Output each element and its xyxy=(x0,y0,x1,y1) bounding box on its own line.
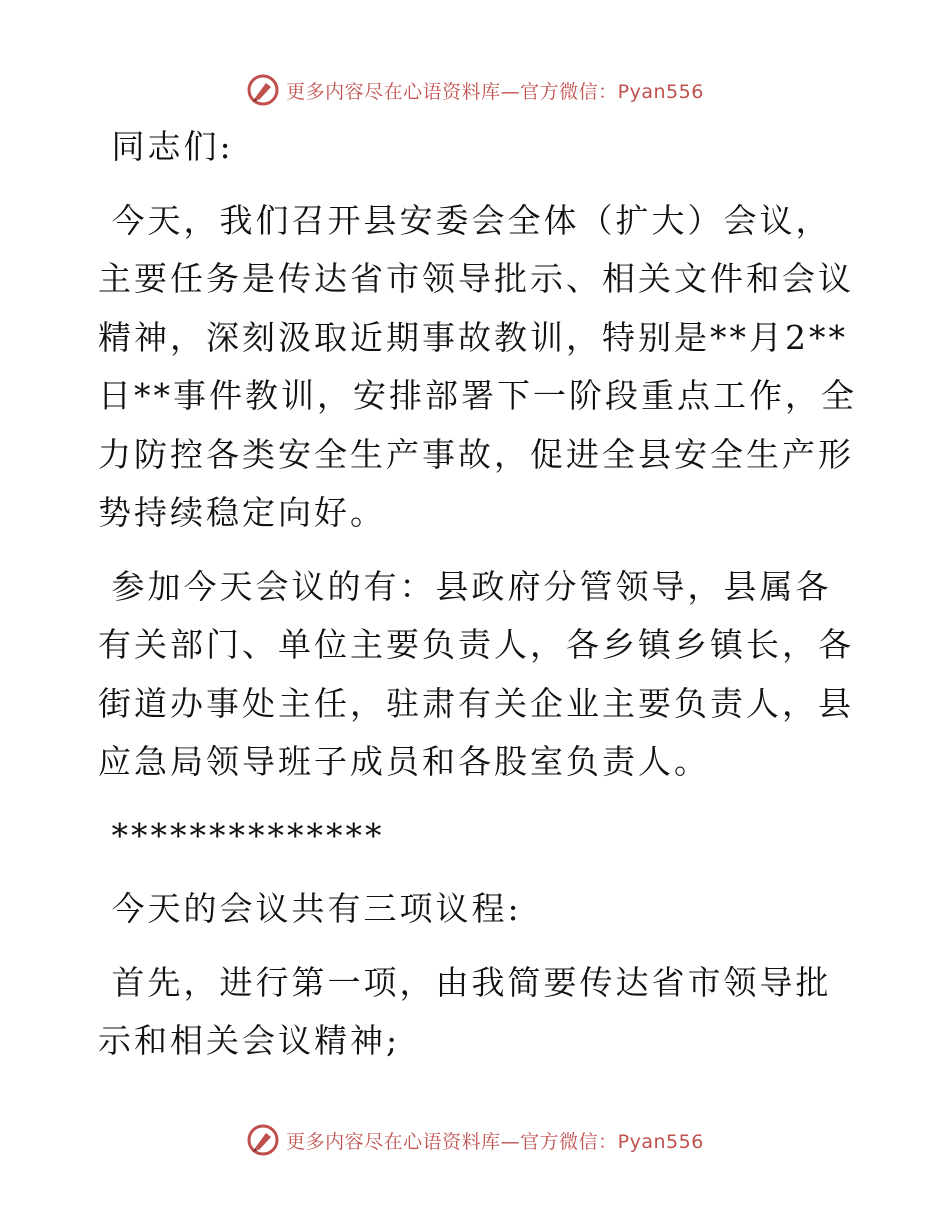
pen-nib-logo-icon xyxy=(246,1123,280,1157)
separator-line: ************** xyxy=(98,815,385,855)
paragraph-attendees: 参加今天会议的有：县政府分管领导，县属各有关部门、单位主要负责人，各乡镇乡镇长，各街道办事处主任，驻肃有关企业主要负责人，县应急局领导班子成员和各股室负责人。 xyxy=(98,566,854,781)
salutation: 同志们: xyxy=(98,127,234,166)
paragraph-first-item: 首先，进行第一项，由我简要传达省市领导批示和相关会议精神; xyxy=(98,962,832,1060)
footer-watermark-text: 更多内容尽在心语资料库—官方微信：Pyan556 xyxy=(286,1130,704,1153)
paragraph-meeting-purpose: 今天，我们召开县安委会全体（扩大）会议，主要任务是传达省市领导批示、相关文件和会议精神，深刻汲取近期事故教训，特别是**月2**日**事件教训，安排部署下一阶段重点工作，全力防控各类安全生产事故，促进全县安全生产形势持续稳定向好。 xyxy=(98,200,857,532)
pen-nib-logo-icon xyxy=(246,73,280,107)
paragraph-agenda: 今天的会议共有三项议程: xyxy=(98,889,522,928)
footer-watermark-banner xyxy=(0,1120,950,1160)
header-watermark-text: 更多内容尽在心语资料库—官方微信：Pyan556 xyxy=(286,80,704,103)
header-watermark-banner xyxy=(0,70,950,110)
document-body xyxy=(98,118,858,1071)
